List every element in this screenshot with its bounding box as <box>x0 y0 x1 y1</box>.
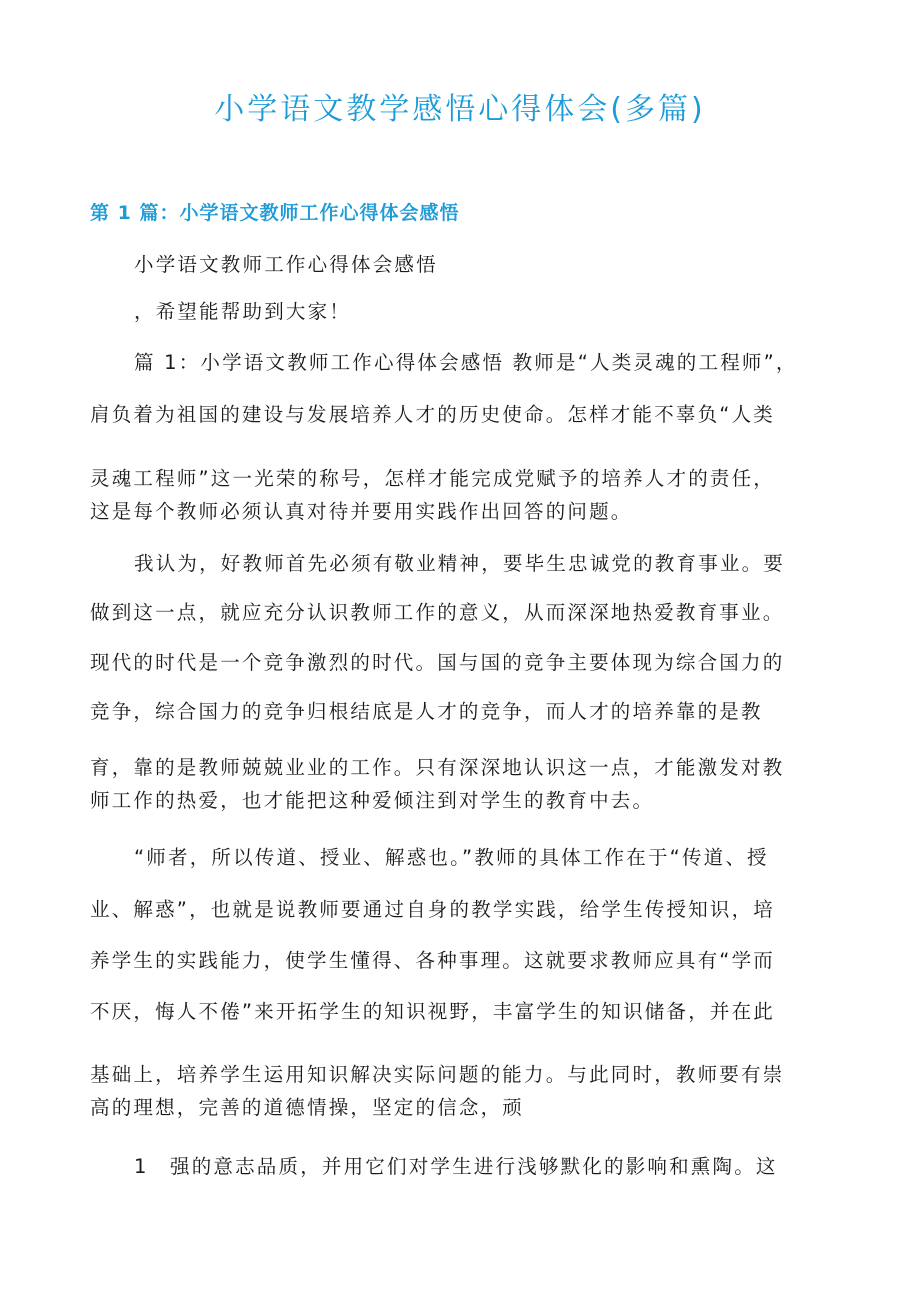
body-line: 竞争，综合国力的竞争归根结底是人才的竞争，而人才的培养靠的是教 <box>90 700 763 723</box>
body-line: 做到这一点，就应充分认识教师工作的意义，从而深深地热爱教育事业。 <box>90 601 785 624</box>
body-line: 基础上，培养学生运用知识解决实际问题的能力。与此同时，教师要有崇 <box>90 1063 785 1086</box>
body-line: 高的理想，完善的道德情操，坚定的信念，顽 <box>90 1096 525 1119</box>
body-line: 这是每个教师必须认真对待并要用实践作出回答的问题。 <box>90 500 633 523</box>
body-line: 育，靠的是教师兢兢业业的工作。只有深深地认识这一点，才能激发对教 <box>90 756 785 779</box>
body-line: “师者，所以传道、授业、解惑也。”教师的具体工作在于“传道、授 <box>134 846 769 869</box>
body-line: 灵魂工程师”这一光荣的称号，怎样才能完成党赋予的培养人才的责任， <box>90 467 776 490</box>
document-title: 小学语文教学感悟心得体会(多篇) <box>214 92 706 127</box>
body-line: ，希望能帮助到大家！ <box>134 300 352 323</box>
body-line: 养学生的实践能力，使学生懂得、各种事理。这就要求教师应具有“学而 <box>90 949 776 972</box>
body-line: 篇 1：小学语文教师工作心得体会感悟 教师是“人类灵魂的工程师”， <box>134 351 798 374</box>
body-line: 不厌，悔人不倦”来开拓学生的知识视野，丰富学生的知识储备，并在此 <box>90 1000 776 1023</box>
body-line: 强的意志品质，并用它们对学生进行浅够默化的影响和熏陶。这 <box>170 1155 778 1178</box>
page-number: 1 <box>134 1155 147 1178</box>
section-heading: 第 1 篇：小学语文教师工作心得体会感悟 <box>90 202 460 224</box>
body-line: 我认为，好教师首先必须有敬业精神，要毕生忠诚党的教育事业。要 <box>134 552 786 575</box>
body-line: 师工作的热爱，也才能把这种爱倾注到对学生的教育中去。 <box>90 789 655 812</box>
body-line: 肩负着为祖国的建设与发展培养人才的历史使命。怎样才能不辜负“人类 <box>90 403 776 426</box>
body-line: 小学语文教师工作心得体会感悟 <box>134 253 438 276</box>
body-line: 现代的时代是一个竞争激烈的时代。国与国的竞争主要体现为综合国力的 <box>90 651 785 674</box>
body-line: 业、解惑”，也就是说教师要通过自身的教学实践，给学生传授知识，培 <box>90 898 776 921</box>
